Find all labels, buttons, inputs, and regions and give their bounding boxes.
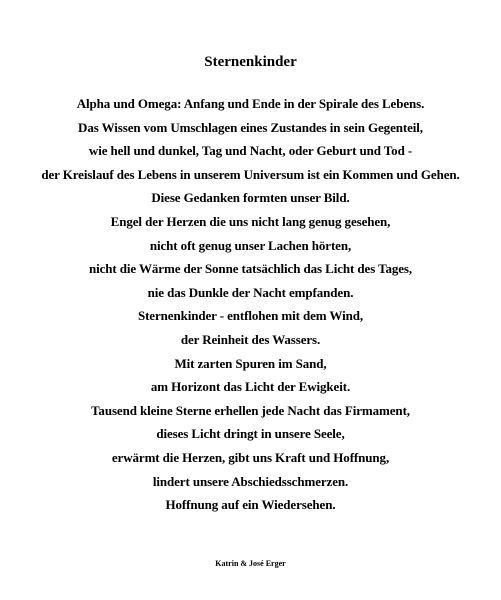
poem-line: Alpha und Omega: Anfang und Ende in der Spirale des Lebens. (76, 96, 425, 111)
poem-line: Das Wissen vom Umschlagen eines Zustandes in sein Gegenteil, (78, 119, 423, 135)
poem-line: Tausend kleine Sterne erhellen jede Nacht das Firmament, (91, 402, 410, 418)
poem-line: am Horizont das Licht der Ewigkeit. (150, 379, 351, 395)
poem-line: der Kreislauf des Lebens in unserem Universum ist ein Kommen und Gehen. (41, 166, 460, 182)
poem-line: Engel der Herzen die uns nicht lang genug gesehen, (110, 213, 391, 229)
poem-line: dieses Licht dringt in unsere Seele, (156, 426, 345, 442)
poem-author: Katrin & José Erger (215, 559, 286, 568)
poem-line: nicht oft genug unser Lachen hörten, (149, 237, 352, 253)
poem-line: der Reinheit des Wassers. (180, 331, 321, 347)
poem-line: lindert unsere Abschiedsschmerzen. (152, 473, 349, 489)
poem-body (0, 92, 501, 517)
poem-line: Diese Gedanken formten unser Bild. (151, 190, 350, 206)
poem-line: Sternenkinder - entflohen mit dem Wind, (137, 308, 364, 324)
poem-line: Hoffnung auf ein Wiedersehen. (165, 497, 336, 513)
poem-line: wie hell und dunkel, Tag und Nacht, oder Geburt und Tod - (88, 143, 413, 159)
poem-line: erwärmt die Herzen, gibt uns Kraft und Hoffnung, (111, 449, 390, 465)
poem-line: nicht die Wärme der Sonne tatsächlich das Licht des Tages, (88, 261, 413, 277)
poem-line: nie das Dunkle der Nacht empfanden. (147, 284, 354, 300)
poem-line: Mit zarten Spuren im Sand, (174, 355, 327, 371)
poem-title: Sternenkinder (204, 54, 297, 70)
